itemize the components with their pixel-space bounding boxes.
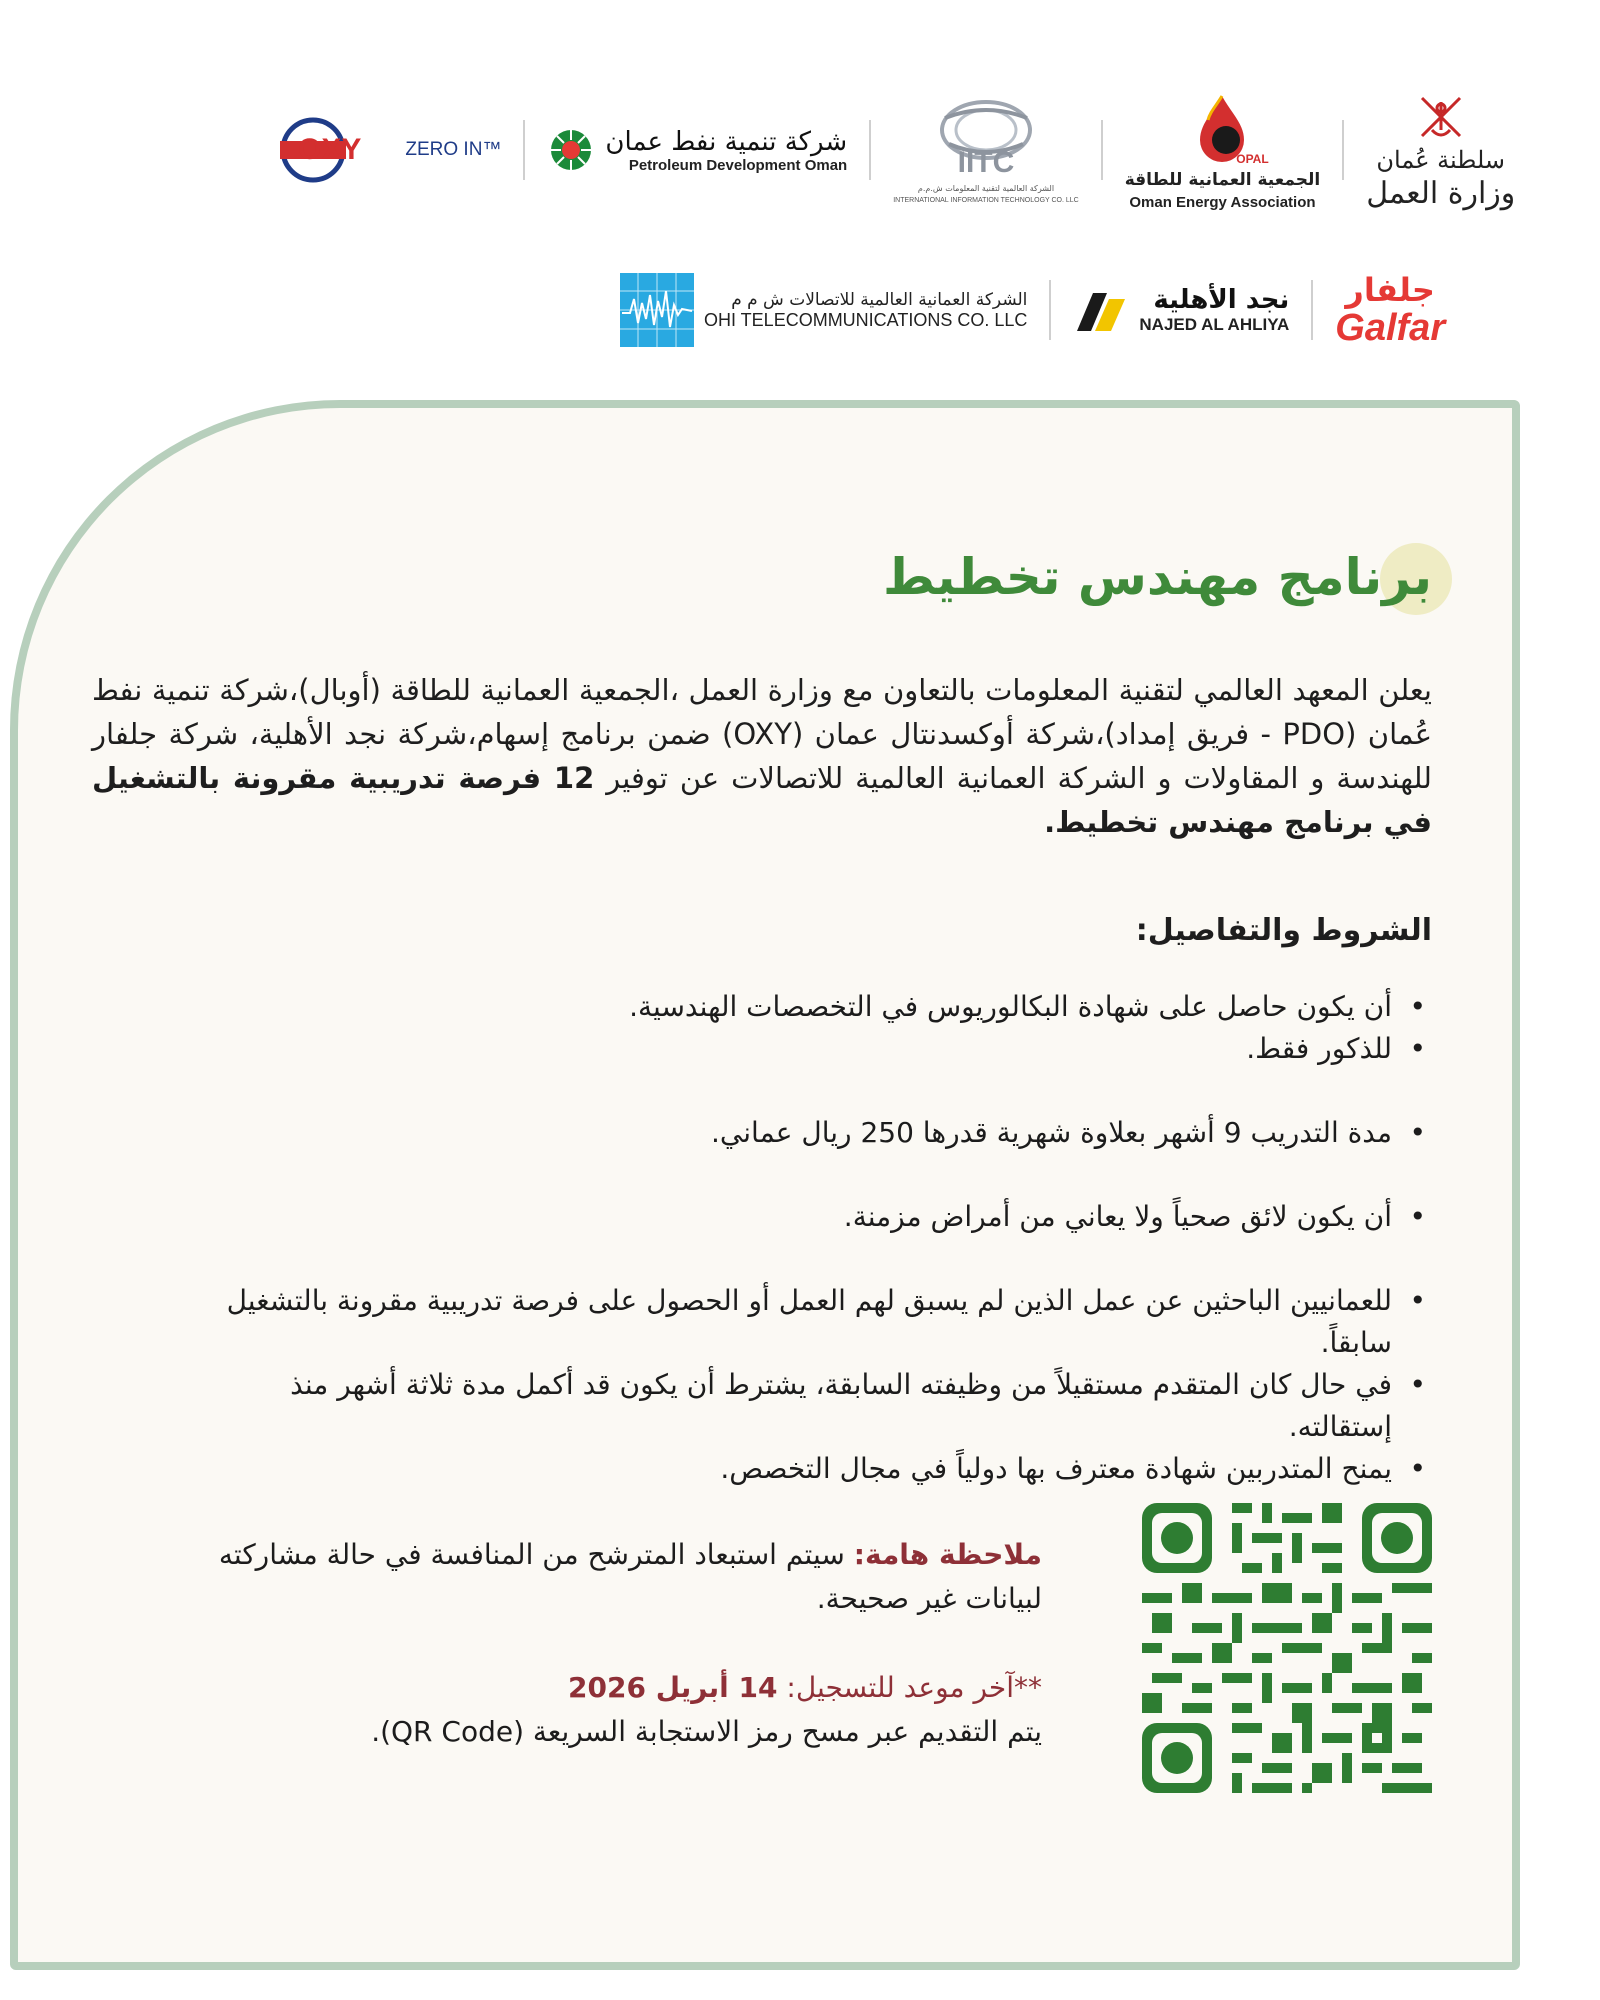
oman-emblem-icon	[1414, 90, 1468, 144]
qr-code[interactable]	[1142, 1503, 1432, 1793]
list-item: • في حال كان المتقدم مستقيلاً من وظيفته السابقة، يشترط أن يكون قد أكمل مدة ثلاثة أشهر منذ إستقالته.	[182, 1364, 1432, 1448]
logo-separator	[523, 120, 525, 180]
opal-english: Oman Energy Association	[1129, 193, 1316, 211]
pdo-sunburst-icon	[547, 126, 595, 174]
conditions-list	[182, 986, 1432, 1490]
logo-separator	[1101, 120, 1103, 180]
ohi-english: OHI TELECOMMUNICATIONS CO. LLC	[704, 309, 1028, 330]
list-item: • للذكور فقط.	[182, 1028, 1432, 1070]
logo-separator	[1311, 280, 1313, 340]
note-label: ملاحظة هامة:	[853, 1538, 1042, 1571]
logo-separator	[1342, 120, 1344, 180]
deadline-label: **آخر موعد للتسجيل:	[786, 1671, 1042, 1704]
pdo-arabic: شركة تنمية نفط عمان	[605, 126, 848, 157]
conditions-title: الشروط والتفاصيل:	[1135, 913, 1432, 948]
ministry-logo	[1366, 90, 1515, 211]
najed-chevron-icon	[1073, 285, 1129, 335]
apply-instructions: يتم التقديم عبر مسح رمز الاستجابة السريعة (QR Code).	[371, 1715, 1042, 1748]
oxy-brand: OXY	[298, 133, 362, 166]
iitc-logo	[893, 96, 1079, 204]
logo-separator	[1049, 280, 1051, 340]
opal-arabic: الجمعية العمانية للطاقة	[1124, 169, 1321, 190]
ministry-line1: سلطنة عُمان	[1376, 145, 1506, 174]
announcement-card	[10, 400, 1520, 1970]
logo-separator	[869, 120, 871, 180]
oxy-logo	[280, 117, 501, 183]
najed-english: NAJED AL AHLIYA	[1139, 315, 1290, 334]
iitc-arabic: الشركة العالمية لتقنية المعلومات ش.م.م	[917, 184, 1055, 193]
list-item: • للعمانيين الباحثين عن عمل الذين لم يسبق لهم العمل أو الحصول على فرصة تدريبية مقرونة بالتشغيل سابقاً.	[182, 1280, 1432, 1364]
list-item: • مدة التدريب 9 أشهر بعلاوة شهرية قدرها 250 ريال عماني.	[182, 1112, 1432, 1154]
ohi-signal-icon	[620, 273, 694, 347]
intro-text: يعلن المعهد العالمي لتقنية المعلومات بالتعاون مع وزارة العمل ،الجمعية العمانية للطاقة (أوبال)،شركة تنمية نفط عُمان (PDO - فريق إمداد)،شركة أوكسدنتال عمان (OXY) ضمن برنامج إسهام،شركة نجد الأهلية، شركة جلفار للهندسة و المقاولات و الشركة العمانية العالمية للاتصالات عن توفير	[92, 673, 1433, 795]
opal-logo	[1125, 90, 1320, 211]
iitc-brand: IITC	[957, 146, 1015, 179]
intro-bold-text: 12 فرصة تدريبية مقرونة بالتشغيل في برنامج مهندس تخطيط.	[92, 761, 1432, 839]
deadline-block	[162, 1666, 1042, 1754]
ministry-line2: وزارة العمل	[1366, 175, 1516, 211]
pdo-english: Petroleum Development Oman	[628, 156, 848, 174]
logo-row-bottom	[620, 255, 1520, 365]
galfar-logo	[1335, 272, 1445, 348]
galfar-english: Galfar	[1335, 307, 1446, 349]
pdo-logo	[547, 126, 847, 174]
ohi-arabic: الشركة العمانية العالمية للاتصالات ش م م	[731, 289, 1028, 310]
iitc-english: INTERNATIONAL INFORMATION TECHNOLOGY CO. LLC	[893, 197, 1079, 204]
najed-logo	[1073, 285, 1289, 335]
najed-arabic: نجد الأهلية	[1153, 285, 1290, 315]
list-item: • أن يكون لائق صحياً ولا يعاني من أمراض مزمنة.	[182, 1196, 1432, 1238]
logo-row-top	[280, 70, 1540, 230]
opal-brand: OPAL	[1236, 151, 1269, 166]
intro-paragraph	[92, 668, 1432, 844]
galfar-arabic: جلفار	[1345, 271, 1435, 309]
deadline-date: 14 أبريل 2026	[568, 1671, 778, 1704]
list-item: • أن يكون حاصل على شهادة البكالوريوس في التخصصات الهندسية.	[182, 986, 1432, 1028]
important-note	[162, 1533, 1042, 1621]
page-title: برنامج مهندس تخطيط	[883, 548, 1432, 606]
oxy-tagline: ZERO IN™	[405, 139, 502, 160]
ohi-logo	[620, 273, 1027, 347]
list-item: • يمنح المتدربين شهادة معترف بها دولياً في مجال التخصص.	[182, 1448, 1432, 1490]
note-text: سيتم استبعاد المترشح من المنافسة في حالة مشاركته لبيانات غير صحيحة.	[218, 1538, 1042, 1615]
